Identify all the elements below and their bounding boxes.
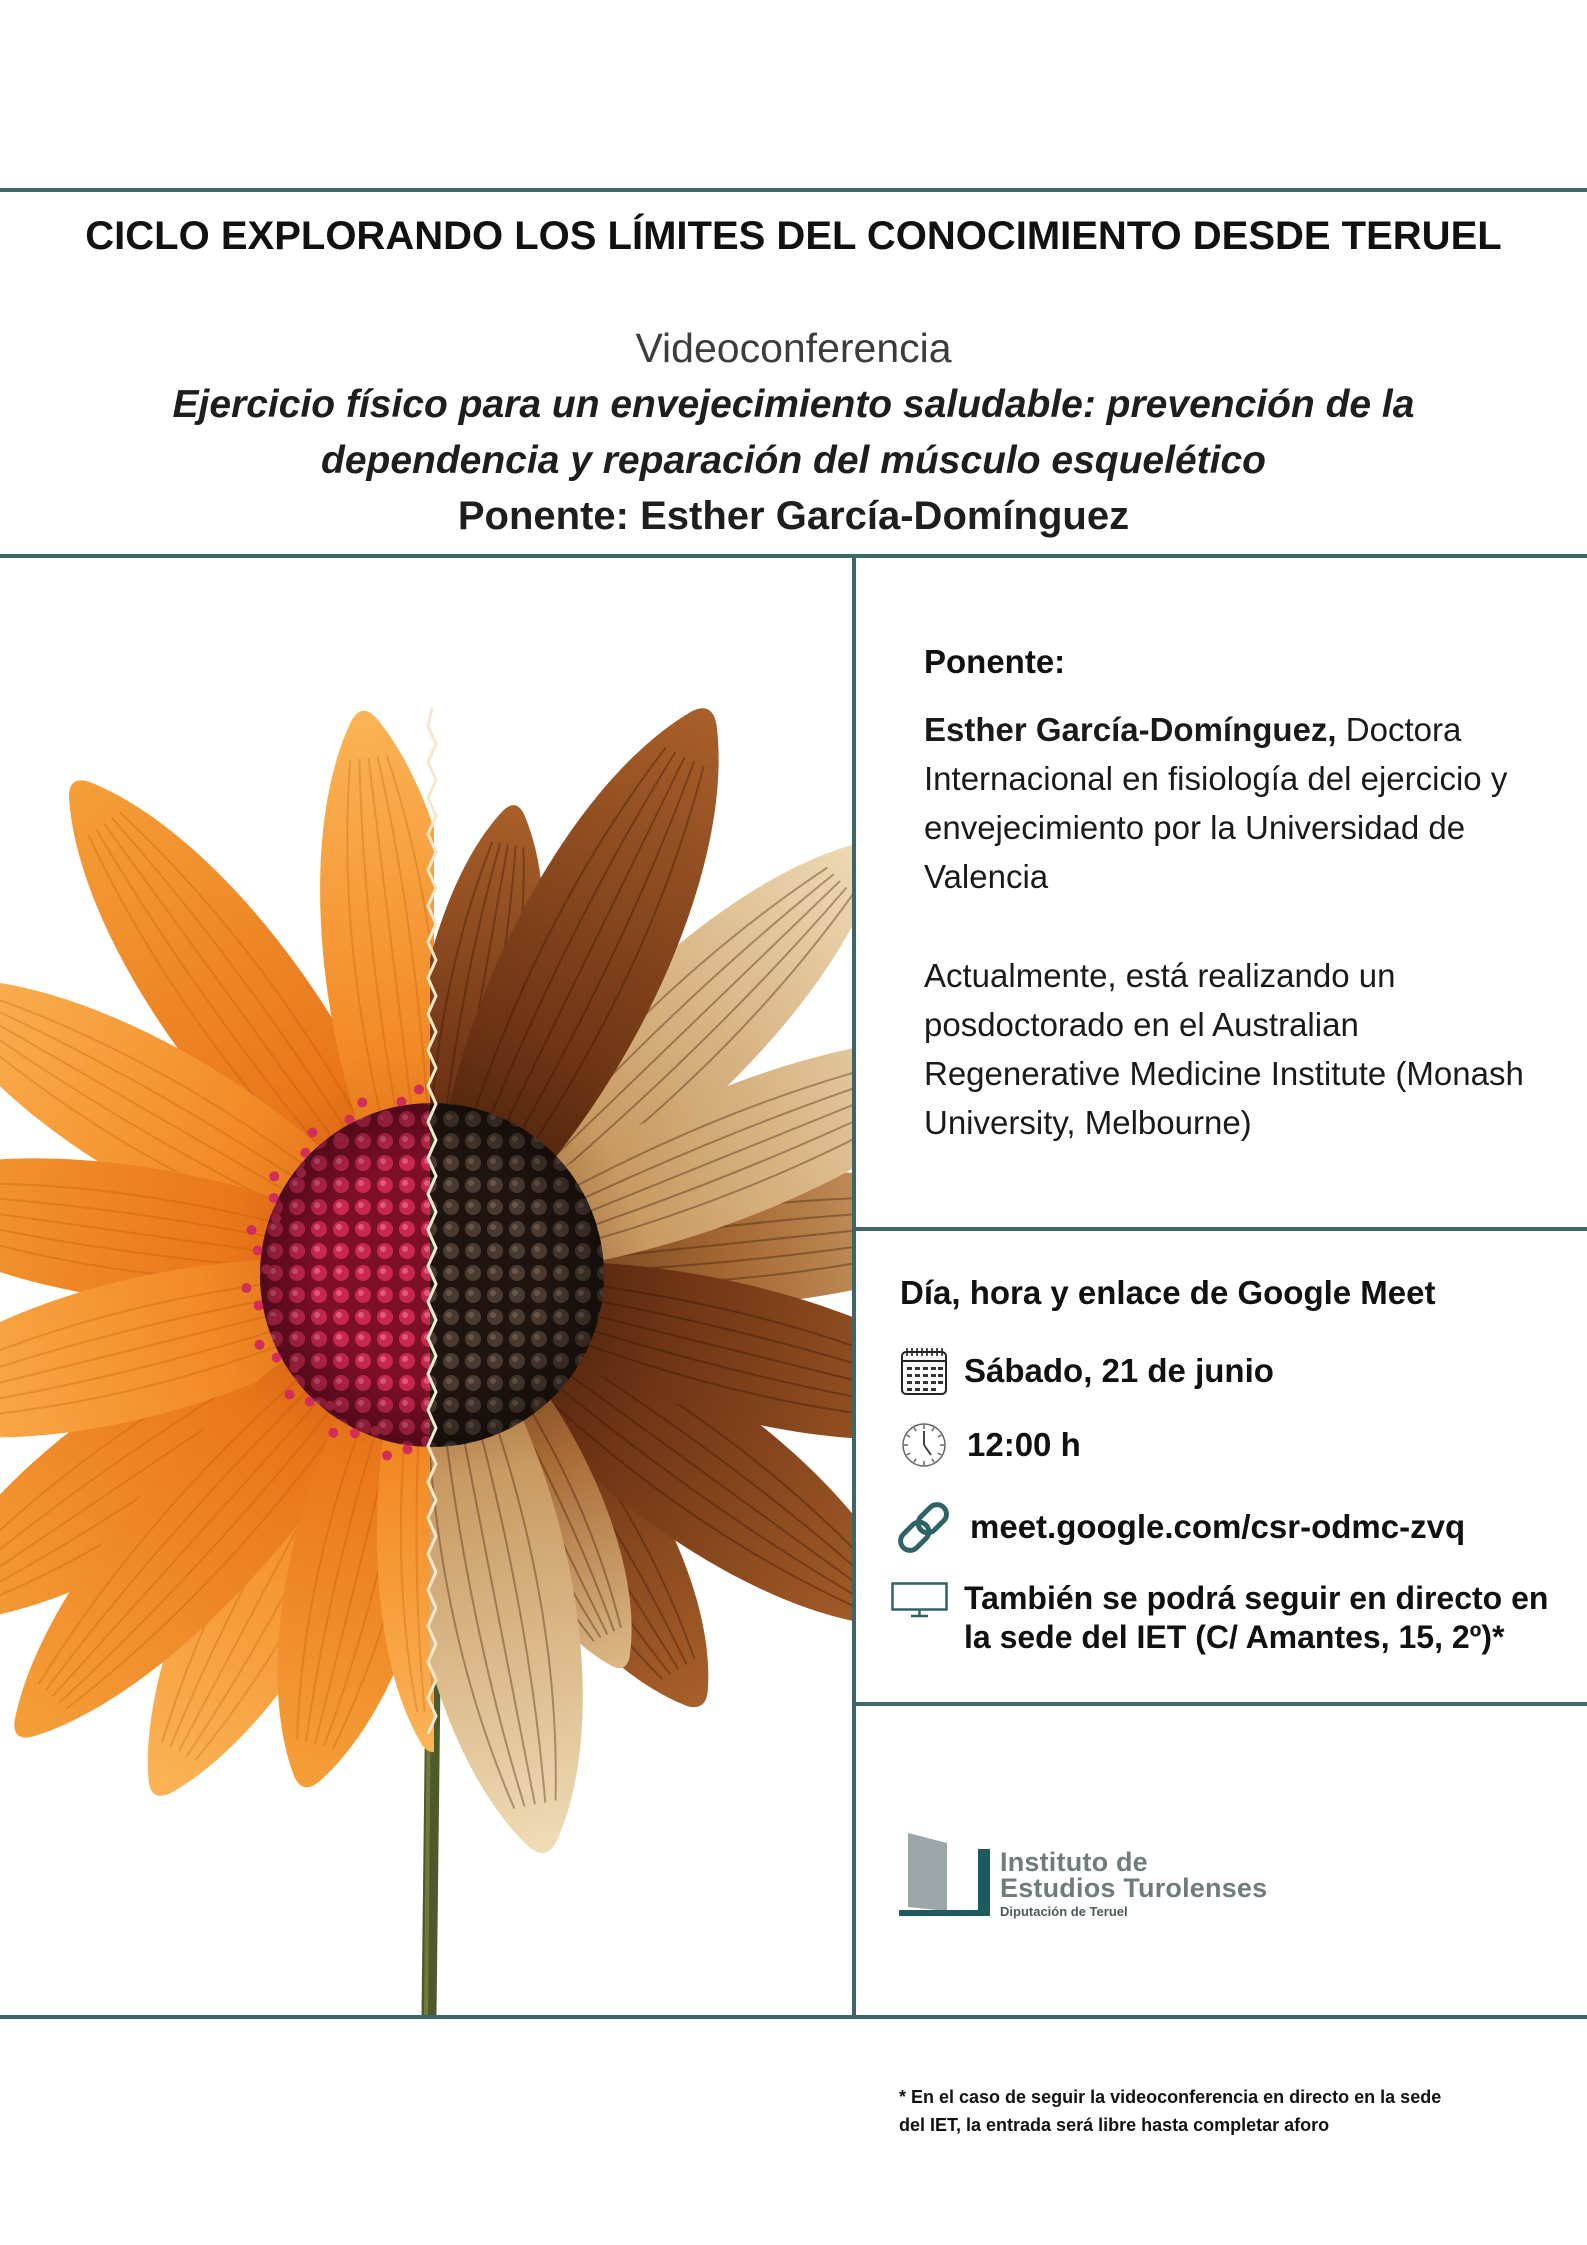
event-section-rule (852, 1702, 1587, 1706)
speaker-section-rule (852, 1227, 1587, 1231)
stamen (269, 1171, 279, 1181)
stamen (247, 1225, 257, 1235)
bio-line (924, 705, 1507, 754)
stamen (255, 1340, 265, 1350)
stamen (403, 1444, 413, 1454)
in-person-line: También se podrá seguir en directo en (964, 1580, 1549, 1616)
in-person-line: la sede del IET (C/ Amantes, 15, 2º)* (964, 1619, 1505, 1655)
stamen (328, 1428, 338, 1438)
talk-title-line: dependencia y reparación del músculo esquelético (321, 439, 1266, 482)
clock-icon (900, 1421, 948, 1469)
stamen (357, 1098, 367, 1108)
bio-line: Valencia (924, 858, 1049, 895)
logo-line: Instituto de (1000, 1847, 1148, 1877)
talk-title (0, 377, 1587, 489)
iet-logo-mark (899, 1831, 994, 1921)
speaker-heading: Ponente: (924, 643, 1066, 680)
stamen (253, 1246, 263, 1256)
logo-name (1000, 1849, 1267, 1901)
stamen (414, 1084, 424, 1094)
speaker-line: Ponente: Esther García-Domínguez (457, 494, 1130, 538)
link-icon[interactable] (892, 1497, 955, 1558)
top-rule (0, 188, 1587, 192)
bio-line: posdoctorado en el Australian (924, 1006, 1359, 1043)
column-divider (852, 554, 856, 2019)
stamen (285, 1390, 295, 1400)
bottom-rule (0, 2015, 1587, 2019)
meet-link[interactable]: meet.google.com/csr-odmc-zvq (970, 1508, 1466, 1545)
bio-line: Regenerative Medicine Institute (Monash (924, 1055, 1524, 1092)
bio-line: Internacional en fisiología del ejercicio y (924, 760, 1508, 797)
talk-title-line: Ejercicio físico para un envejecimiento saludable: prevención de la (172, 383, 1415, 426)
event-heading: Día, hora y enlace de Google Meet (900, 1274, 1436, 1311)
calendar-icon (900, 1346, 948, 1396)
speaker-current-position (924, 951, 1524, 1147)
flower-image (0, 558, 852, 2015)
event-time: 12:00 h (967, 1426, 1081, 1463)
logo-subtitle: Diputación de Teruel (1000, 1904, 1128, 1919)
bio-line: Actualmente, está realizando un (924, 957, 1396, 994)
monitor-icon (891, 1582, 948, 1618)
stamen (307, 1128, 317, 1138)
in-person-note (964, 1579, 1548, 1657)
bio-line-text: Doctora (1345, 711, 1462, 748)
bio-line: envejecimiento por la Universidad de (924, 809, 1466, 846)
footnote-line: * En el caso de seguir la videoconferencia en directo en la sede (899, 2087, 1442, 2107)
format-label: Videoconferencia (635, 325, 952, 371)
stamen (241, 1283, 251, 1293)
event-date: Sábado, 21 de junio (964, 1352, 1274, 1389)
stamen (382, 1450, 392, 1460)
speaker-bio (924, 705, 1507, 901)
bio-line: University, Melbourne) (924, 1104, 1252, 1141)
speaker-name: Esther García-Domínguez, (924, 711, 1337, 748)
logo-line: Estudios Turolenses (1000, 1873, 1268, 1903)
footnote-line: del IET, la entrada será libre hasta completar aforo (899, 2115, 1330, 2135)
series-title: CICLO EXPLORANDO LOS LÍMITES DEL CONOCIMIENTO DESDE TERUEL (85, 214, 1502, 258)
footnote (899, 2083, 1441, 2139)
